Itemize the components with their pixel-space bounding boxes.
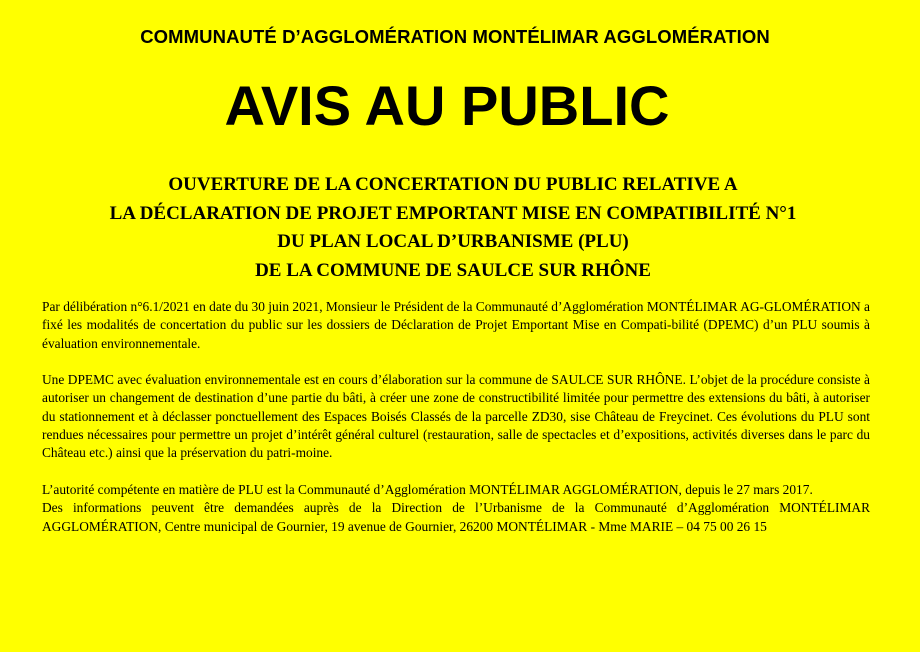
paragraph-spacer (42, 463, 870, 481)
subtitle-line: DU PLAN LOCAL D’URBANISME (PLU) (277, 231, 629, 252)
subtitle-line: OUVERTURE DE LA CONCERTATION DU PUBLIC RELATIVE A (168, 174, 738, 195)
authority-paragraph: L’autorité compétente en matière de PLU est la Communauté d’Agglomération MONTÉLIMAR AGGLOMÉRATION, depuis le 27 mars 2017. (42, 481, 813, 497)
paragraph-spacer (42, 353, 870, 371)
notice-body (42, 298, 870, 536)
notice-title: AVIS AU PUBLIC (224, 74, 670, 137)
procedure-paragraph: Une DPEMC avec évaluation environnementale est en cours d’élaboration sur la commune de SAULCE SUR RHÔNE. L’objet de la procédure consiste à autoriser un changement de destination d’une partie du bâti, à créer une zone de constructibilité limitée pour permettre des extensions du bâti, à autoriser du stationnement et à déclasser ponctuellement des Espaces Boisés Classés de la parcelle ZD30, sise Château de Freycinet. Ces évolutions du PLU sont rendues nécessaires pour permettre un projet d’intérêt général culturel (restauration, salle de spectacles et d’expositions, activités diverses dans le parc du Château etc.) ainsi que la préservation du patri-moine. (42, 372, 870, 461)
contact-paragraph: Des informations peuvent être demandées auprès de la Direction de l’Urbanisme de la Communauté d’Agglomération MONTÉLIMAR AGGLOMÉRATION, Centre municipal de Gournier, 19 avenue de Gournier, 26200 MONTÉLIMAR - Mme MARIE – 04 75 00 26 15 (42, 500, 870, 534)
deliberation-paragraph: Par délibération n°6.1/2021 en date du 30 juin 2021, Monsieur le Président de la Communauté d’Agglomération MONTÉLIMAR AG-GLOMÉRATION a fixé les modalités de concertation du public sur les dossiers de Déclaration de Projet Emportant Mise en Compati-bilité (DPEMC) d’un PLU soumis à évaluation environnementale. (42, 299, 870, 351)
notice-subtitle (0, 171, 906, 285)
subtitle-line: LA DÉCLARATION DE PROJET EMPORTANT MISE EN COMPATIBILITÉ N°1 (109, 202, 797, 224)
organization-header: COMMUNAUTÉ D’AGGLOMÉRATION MONTÉLIMAR AGGLOMÉRATION (140, 26, 770, 47)
subtitle-line: DE LA COMMUNE DE SAULCE SUR RHÔNE (255, 259, 651, 281)
